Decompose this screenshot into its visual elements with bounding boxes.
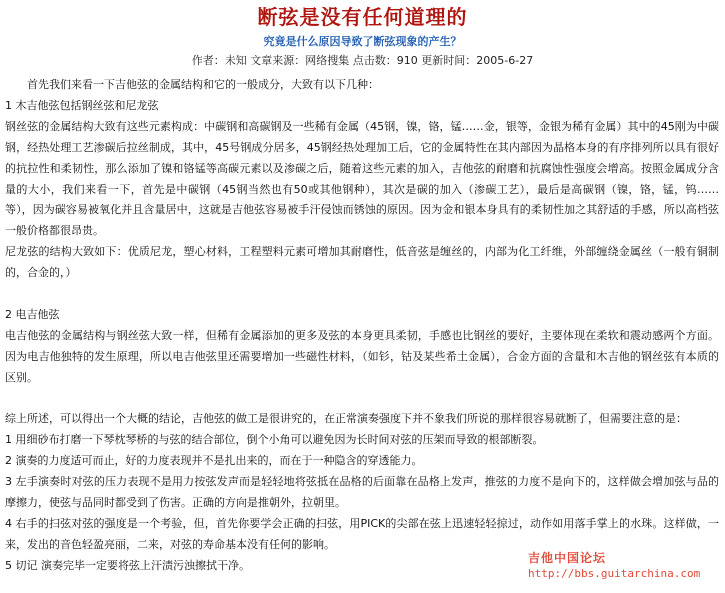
tip-item: 5 切记 演奏完毕一定要将弦上汗渍污浊擦拭干净。 bbox=[5, 558, 250, 572]
nylon-string-paragraph: 尼龙弦的结构大致如下：优质尼龙，塑心材料，工程塑料元素可增加其耐磨性，低音弦是缠丝的，内部为化工纤维，外部缠绕金属丝（一般有铜制的，合金的，） bbox=[5, 245, 719, 280]
spacer bbox=[5, 284, 719, 305]
conclusion-paragraph: 综上所述，可以得出一个大概的结论，吉他弦的做工是很讲究的，在正常演奏强度下并不象我们所说的那样很容易就断了，但需要注意的是： bbox=[5, 412, 687, 426]
intro-paragraph: 首先我们来看一下吉他弦的金属结构和它的一般成分，大致有以下几种： bbox=[27, 78, 379, 91]
spacer bbox=[5, 389, 719, 410]
tip-item: 3 左手演奏时对弦的压力表现不是用力按弦发声而是轻轻地将弦抵在品格的后面靠在品格上发声，推弦的力度不是向下的，这样做会增加弦与品的摩擦力，使弦与品同时都受到了伤害。正确的方向是推朝外，拉朝里。 bbox=[5, 475, 719, 510]
electric-string-paragraph: 电吉他弦的金属结构与钢丝弦大致一样，但稀有金属添加的更多及弦的本身更具柔韧，手感也比钢丝的要好，主要体现在柔软和震动感两个方面。因为电吉他独特的发生原理，所以电吉他弦里还需要增加一些磁性材料，（如钐，钴及某些希土金属），合金方面的含量和木吉他的钢丝弦有本质的区别。 bbox=[5, 328, 719, 384]
tip-item: 2 演奏的力度适可而止，好的力度表现并不是扎出来的，而在于一种隐含的穿透能力。 bbox=[5, 454, 423, 468]
watermark-url: http://bbs.guitarchina.com bbox=[528, 567, 701, 580]
meta-author: 作者：未知 bbox=[191, 54, 247, 67]
section-heading-acoustic: 1 木吉他弦包括钢丝弦和尼龙弦 bbox=[5, 98, 159, 112]
tip-item: 4 右手的扫弦对弦的强度是一个考验，但，首先你要学会正确的扫弦，用PICK的尖部在弦上迅速轻轻掠过，动作如用落手掌上的水珠。这样做，一来，发出的音色轻盈亮丽，二来，对弦的寿命基本没有任何的影响。 bbox=[5, 517, 719, 551]
meta-updated: 更新时间：2005-6-27 bbox=[421, 54, 534, 67]
article-body bbox=[5, 75, 719, 577]
meta-hits: 点击数：910 bbox=[352, 54, 418, 67]
article-meta bbox=[0, 54, 725, 68]
watermark-name: 吉他中国论坛 bbox=[528, 551, 607, 565]
section-heading-electric: 2 电吉他弦 bbox=[5, 307, 60, 321]
article-subtitle: 究竟是什么原因导致了断弦现象的产生？ bbox=[263, 35, 462, 48]
article-title: 断弦是没有任何道理的 bbox=[257, 5, 468, 29]
tip-item: 1 用细砂布打磨一下琴枕琴桥的与弦的结合部位，倒个小角可以避免因为长时间对弦的压架而导致的根部断裂。 bbox=[5, 433, 544, 447]
meta-source: 文章来源：网络搜集 bbox=[250, 54, 350, 67]
steel-string-paragraph: 钢丝弦的金属结构大致有这些元素构成：中碳钢和高碳钢及一些稀有金属（45钢，镍，铬，锰……金，银等，金银为稀有金属）其中的45刚为中碳钢，经热处理工艺渗碳后拉丝制成，其中，45号钢成分居多，45钢经热处理加工后，它的金属特性在其内部因为晶格本身的有序排列所以具有很好的抗拉性和柔韧性，那么添加了镍和铬锰等高碳元素以及渗碳之后，随着这些元素的加入，吉他弦的耐磨和抗腐蚀性强度会增高。按照金属成分含量的大小，我们来看一下，首先是中碳钢（45钢当然也有50或其他钢种），其次是碳的加入（渗碳工艺），最后是高碳钢（镍，铬，锰，钨……等），因为碳容易被氧化并且含量居中，这就是吉他弦容易被手汗侵蚀而锈蚀的原因。因为金和银本身具有的柔韧性加之其舒适的手感，所以高档弦一般价格都很昂贵。 bbox=[5, 119, 719, 238]
forum-watermark bbox=[528, 550, 718, 582]
